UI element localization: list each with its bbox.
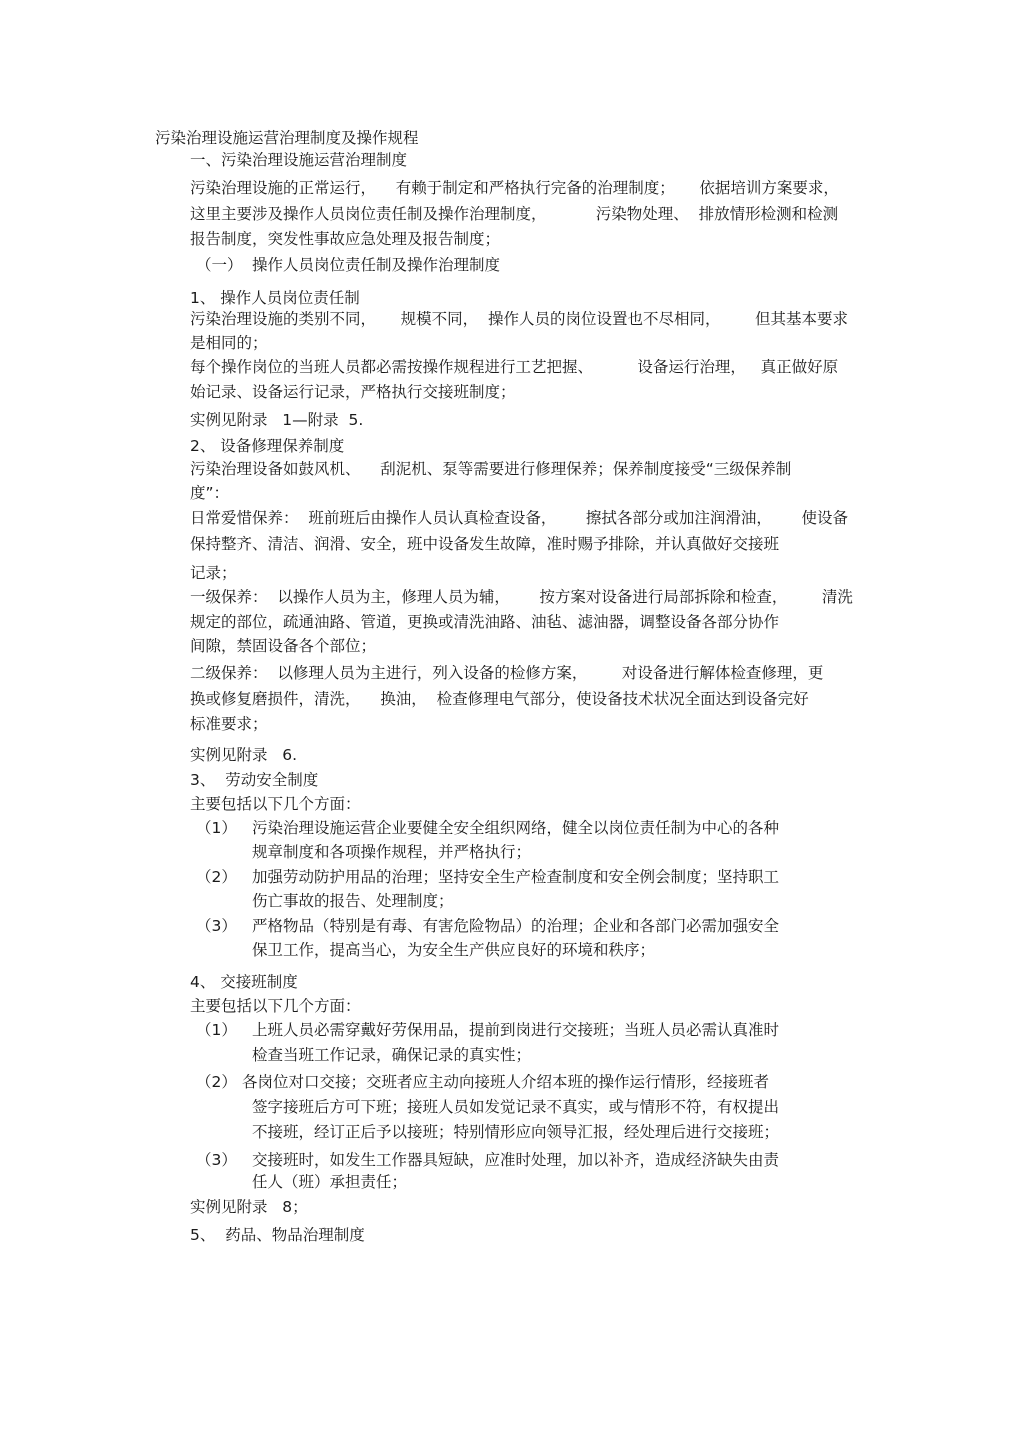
list-item-number: （1） (196, 1021, 237, 1039)
paragraph-line: 每个操作岗位的当班人员都必需按操作规程进行工艺把握、 设备运行治理， 真正做好原 (190, 358, 839, 376)
point-1-heading: 1、 操作人员岗位责任制 (190, 289, 360, 307)
list-item-line: 签字接班后方可下班；接班人员如发觉记录不真实，或与情形不符，有权提出 (252, 1098, 780, 1116)
appendix-reference: 实例见附录 1—附录 5. (190, 411, 364, 429)
daily-maintenance-line: 保持整齐、清洁、润滑、安全，班中设备发生故障，准时赐予排除，并认真做好交接班 (190, 535, 780, 553)
list-lead: 主要包括以下几个方面： (190, 795, 361, 813)
list-item-number: （2） (196, 1073, 237, 1091)
daily-maintenance-line: 记录； (190, 564, 237, 582)
level-2-maintenance-line: 换或修复磨损件，清洗， 换油， 检查修理电气部分，使设备技术状况全面达到设备完好 (190, 690, 809, 708)
list-item-line: 上班人员必需穿戴好劳保用品，提前到岗进行交接班；当班人员必需认真准时 (252, 1021, 780, 1039)
level-1-maintenance-line: 一级保养： 以操作人员为主，修理人员为辅， 按方案对设备进行局部拆除和检查， 清洗 (190, 588, 853, 606)
list-item-line: 规章制度和各项操作规程，并严格执行； (252, 843, 532, 861)
daily-maintenance-line: 日常爱惜保养： 班前班后由操作人员认真检查设备， 擦拭各部分或加注润滑油， 使设备 (190, 509, 848, 527)
level-2-maintenance-line: 二级保养： 以修理人员为主进行，列入设备的检修方案， 对设备进行解体检查修理，更 (190, 664, 824, 682)
list-item-line: 不接班，经订正后予以接班；特别情形应向领导汇报，经处理后进行交接班； (252, 1123, 780, 1141)
list-item-line: 严格物品（特别是有毒、有害危险物品）的治理；企业和各部门必需加强安全 (252, 917, 780, 935)
intro-line: 这里主要涉及操作人员岗位责任制及操作治理制度， 污染物处理、 排放情形检测和检测 (190, 205, 839, 223)
list-item-number: （2） (196, 868, 237, 886)
level-1-maintenance-line: 间隙，禁固设备各个部位； (190, 637, 377, 655)
doc-title: 污染治理设施运营治理制度及操作规程 (155, 129, 419, 147)
list-item-line: 加强劳动防护用品的治理；坚持安全生产检查制度和安全例会制度；坚持职工 (252, 868, 780, 886)
list-item-number: （3） (196, 917, 237, 935)
list-item-number: （3） (196, 1151, 237, 1169)
list-item-line: 伤亡事故的报告、处理制度； (252, 892, 454, 910)
section-1-heading: 一、污染治理设施运营治理制度 (190, 151, 408, 169)
appendix-reference: 实例见附录 6. (190, 746, 298, 764)
intro-line: 报告制度，突发性事故应急处理及报告制度； (190, 230, 501, 248)
list-item-line: 任人（班）承担责任； (252, 1173, 408, 1191)
paragraph-line: 污染治理设施的类别不同， 规模不同， 操作人员的岗位设置也不尽相同， 但其基本要求 (190, 310, 848, 328)
paragraph-line: 始记录、设备运行记录，严格执行交接班制度； (190, 383, 516, 401)
list-item-line: 保卫工作，提高当心，为安全生产供应良好的环境和秩序； (252, 941, 656, 959)
point-2-heading: 2、 设备修理保养制度 (190, 437, 345, 455)
appendix-reference: 实例见附录 8； (190, 1198, 308, 1216)
subsection-1-heading: 操作人员岗位责任制及操作治理制度 (252, 256, 501, 274)
list-item-line: 检查当班工作记录，确保记录的真实性； (252, 1046, 532, 1064)
intro-line: 污染治理设施的正常运行， 有赖于制定和严格执行完备的治理制度； 依据培训方案要求， (190, 179, 839, 197)
level-1-maintenance-line: 规定的部位，疏通油路、管道，更换或清洗油路、油毡、滤油器，调整设备各部分协作 (190, 613, 780, 631)
point-4-heading: 4、 交接班制度 (190, 973, 298, 991)
list-lead: 主要包括以下几个方面： (190, 997, 361, 1015)
level-2-maintenance-line: 标准要求； (190, 715, 268, 733)
subsection-1-number: （一） (196, 256, 243, 274)
list-item-line: 污染治理设施运营企业要健全安全组织网络，健全以岗位责任制为中心的各种 (252, 819, 780, 837)
point-3-heading: 3、 劳动安全制度 (190, 771, 319, 789)
point-5-heading: 5、 药品、物品治理制度 (190, 1226, 365, 1244)
list-item-line: 交接班时，如发生工作器具短缺，应准时处理，加以补齐，造成经济缺失由责 (252, 1151, 780, 1169)
paragraph-line: 是相同的； (190, 334, 268, 352)
list-item-number: （1） (196, 819, 237, 837)
paragraph-line: 度”： (190, 484, 230, 502)
paragraph-line: 污染治理设备如鼓风机、 刮泥机、泵等需要进行修理保养；保养制度接受“三级保养制 (190, 460, 792, 478)
list-item-line: 各岗位对口交接；交班者应主动向接班人介绍本班的操作运行情形，经接班者 (242, 1073, 770, 1091)
